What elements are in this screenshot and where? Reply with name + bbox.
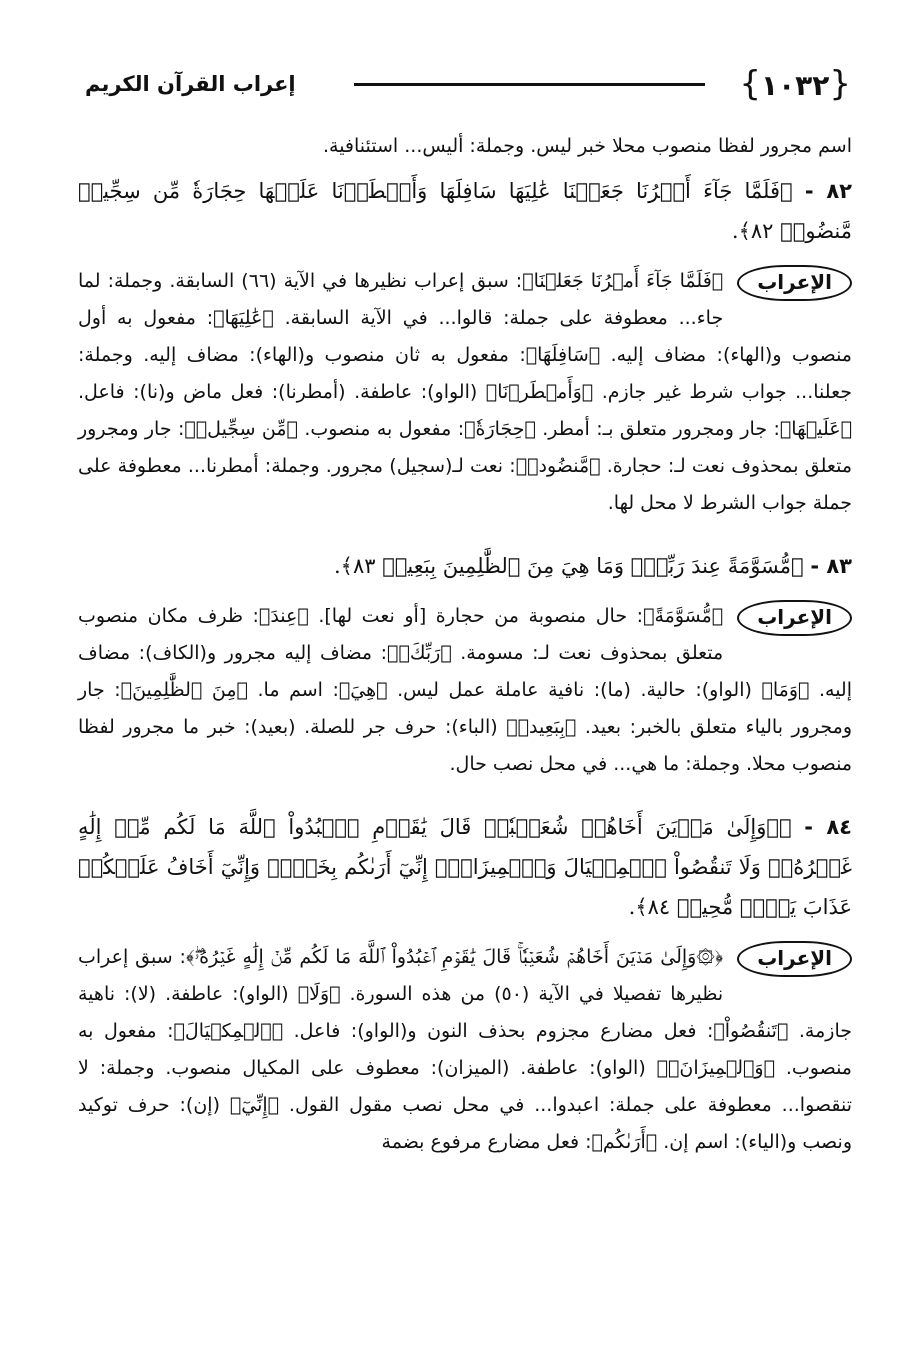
irab-83 <box>78 598 852 783</box>
book-title: إعراب القرآن الكريم <box>85 72 296 96</box>
irab-84 <box>78 939 852 1161</box>
verse-text: ﴿مُّسَوَّمَةً عِندَ رَبِّكَۖ وَمَا هِيَ مِنَ ٱلظَّٰلِمِينَ بِبَعِيدٖ ٨٣﴾. <box>333 554 804 578</box>
page-content <box>78 128 852 1171</box>
irab-badge: الإعراب <box>737 941 852 977</box>
verse-82 <box>78 171 852 251</box>
verse-84 <box>78 807 852 927</box>
verse-83 <box>78 546 852 586</box>
verse-text: ﴿فَلَمَّا جَآءَ أَمۡرُنَا جَعَلۡنَا عَٰلِيَهَا سَافِلَهَا وَأَمۡطَرۡنَا عَلَيۡهَا حِجَارَةٗ مِّن سِجِّيلٖ مَّنضُودٖ ٨٢﴾. <box>78 179 852 243</box>
verse-number: ٨٢ - <box>804 179 852 203</box>
page-header <box>85 58 855 110</box>
irab-text: ﴿مُّسَوَّمَةً﴾: حال منصوبة من حجارة [أو نعت لها]. ﴿عِندَ﴾: ظرف مكان منصوب متعلق بمحذوف نعت لـ: مسومة. ﴿رَبِّكَۖ﴾: مضاف إليه مجرور و(الكاف): مضاف إليه. ﴿وَمَا﴾ (الواو): حالية. (ما): نافية عاملة عمل ليس. ﴿هِيَ﴾: اسم ما. ﴿مِنَ ٱلظَّٰلِمِينَ﴾: جار ومجرور بالياء متعلق بالخبر: بعيد. ﴿بِبَعِيدٖ﴾ (الباء): حرف جر للصلة. (بعيد): خبر ما مجرور لفظا منصوب محلا. وجملة: ما هي... في محل نصب حال. <box>78 605 852 775</box>
irab-82 <box>78 263 852 522</box>
header-rule <box>354 83 706 86</box>
irab-text: ﴿فَلَمَّا جَآءَ أَمۡرُنَا جَعَلۡنَا﴾: سبق إعراب نظيرها في الآية (٦٦) السابقة. وجملة: لما جاء... معطوفة على جملة: قالوا... في الآية السابقة. ﴿عَٰلِيَهَا﴾: مفعول به أول منصوب و(الهاء): مضاف إليه. ﴿سَافِلَهَا﴾: مفعول به ثان منصوب و(الهاء): مضاف إليه. وجملة: جعلنا... جواب شرط غير جازم. ﴿وَأَمۡطَرۡنَا﴾ (الواو): عاطفة. (أمطرنا): فعل ماض و(نا): فاعل. ﴿عَلَيۡهَا﴾: جار ومجرور متعلق بـ: أمطر. ﴿حِجَارَةٗ﴾: مفعول به منصوب. ﴿مِّن سِجِّيلٖ﴾: جار ومجرور متعلق بمحذوف نعت لـ: حجارة. ﴿مَّنضُودٖ﴾: نعت لـ(سجيل) مجرور. وجملة: أمطرنا... معطوفة على جملة جواب الشرط لا محل لها. <box>78 270 852 514</box>
verse-number: ٨٤ - <box>804 815 852 839</box>
irab-text: ﴿۞وَإِلَىٰ مَدۡيَنَ أَخَاهُمۡ شُعَيۡبٗاۚ قَالَ يَٰقَوۡمِ ٱعۡبُدُواْ ٱللَّهَ مَا لَكُم مِّنۡ إِلَٰهٍ غَيۡرُهُۥۖ﴾: سبق إعراب نظيرها تفصيلا في الآية (٥٠) من هذه السورة. ﴿وَلَا﴾ (الواو): عاطفة. (لا): ناهية جازمة. ﴿تَنقُصُواْ﴾: فعل مضارع مجزوم بحذف النون و(الواو): فاعل. ﴿ٱلۡمِكۡيَالَ﴾: مفعول به منصوب. ﴿وَٱلۡمِيزَانَۖ﴾ (الواو): عاطفة. (الميزان): معطوف على المكيال منصوب. وجملة: لا تنقصوا... معطوفة على جملة: اعبدوا... في محل نصب مقول القول. ﴿إِنِّيٓ﴾ (إن): حرف توكيد ونصب و(الياء): اسم إن. ﴿أَرَىٰكُم﴾: فعل مضارع مرفوع بضمة <box>78 946 852 1153</box>
page-number: {١٠٣٢} <box>739 64 851 104</box>
verse-text: ﴿۞وَإِلَىٰ مَدۡيَنَ أَخَاهُمۡ شُعَيۡبٗاۚ قَالَ يَٰقَوۡمِ ٱعۡبُدُواْ ٱللَّهَ مَا لَكُم مِّنۡ إِلَٰهٍ غَيۡرُهُۥۖ وَلَا تَنقُصُواْ ٱلۡمِكۡيَالَ وَٱلۡمِيزَانَۖ إِنِّيٓ أَرَىٰكُم بِخَيۡرٖ وَإِنِّيٓ أَخَافُ عَلَيۡكُمۡ عَذَابَ يَوۡمٖ مُّحِيطٖ ٨٤﴾. <box>78 815 852 919</box>
irab-badge: الإعراب <box>737 600 852 636</box>
verse-number: ٨٣ - <box>810 554 852 578</box>
intro-line: اسم مجرور لفظا منصوب محلا خبر ليس. وجملة: أليس... استئنافية. <box>322 135 852 157</box>
irab-badge: الإعراب <box>737 265 852 301</box>
